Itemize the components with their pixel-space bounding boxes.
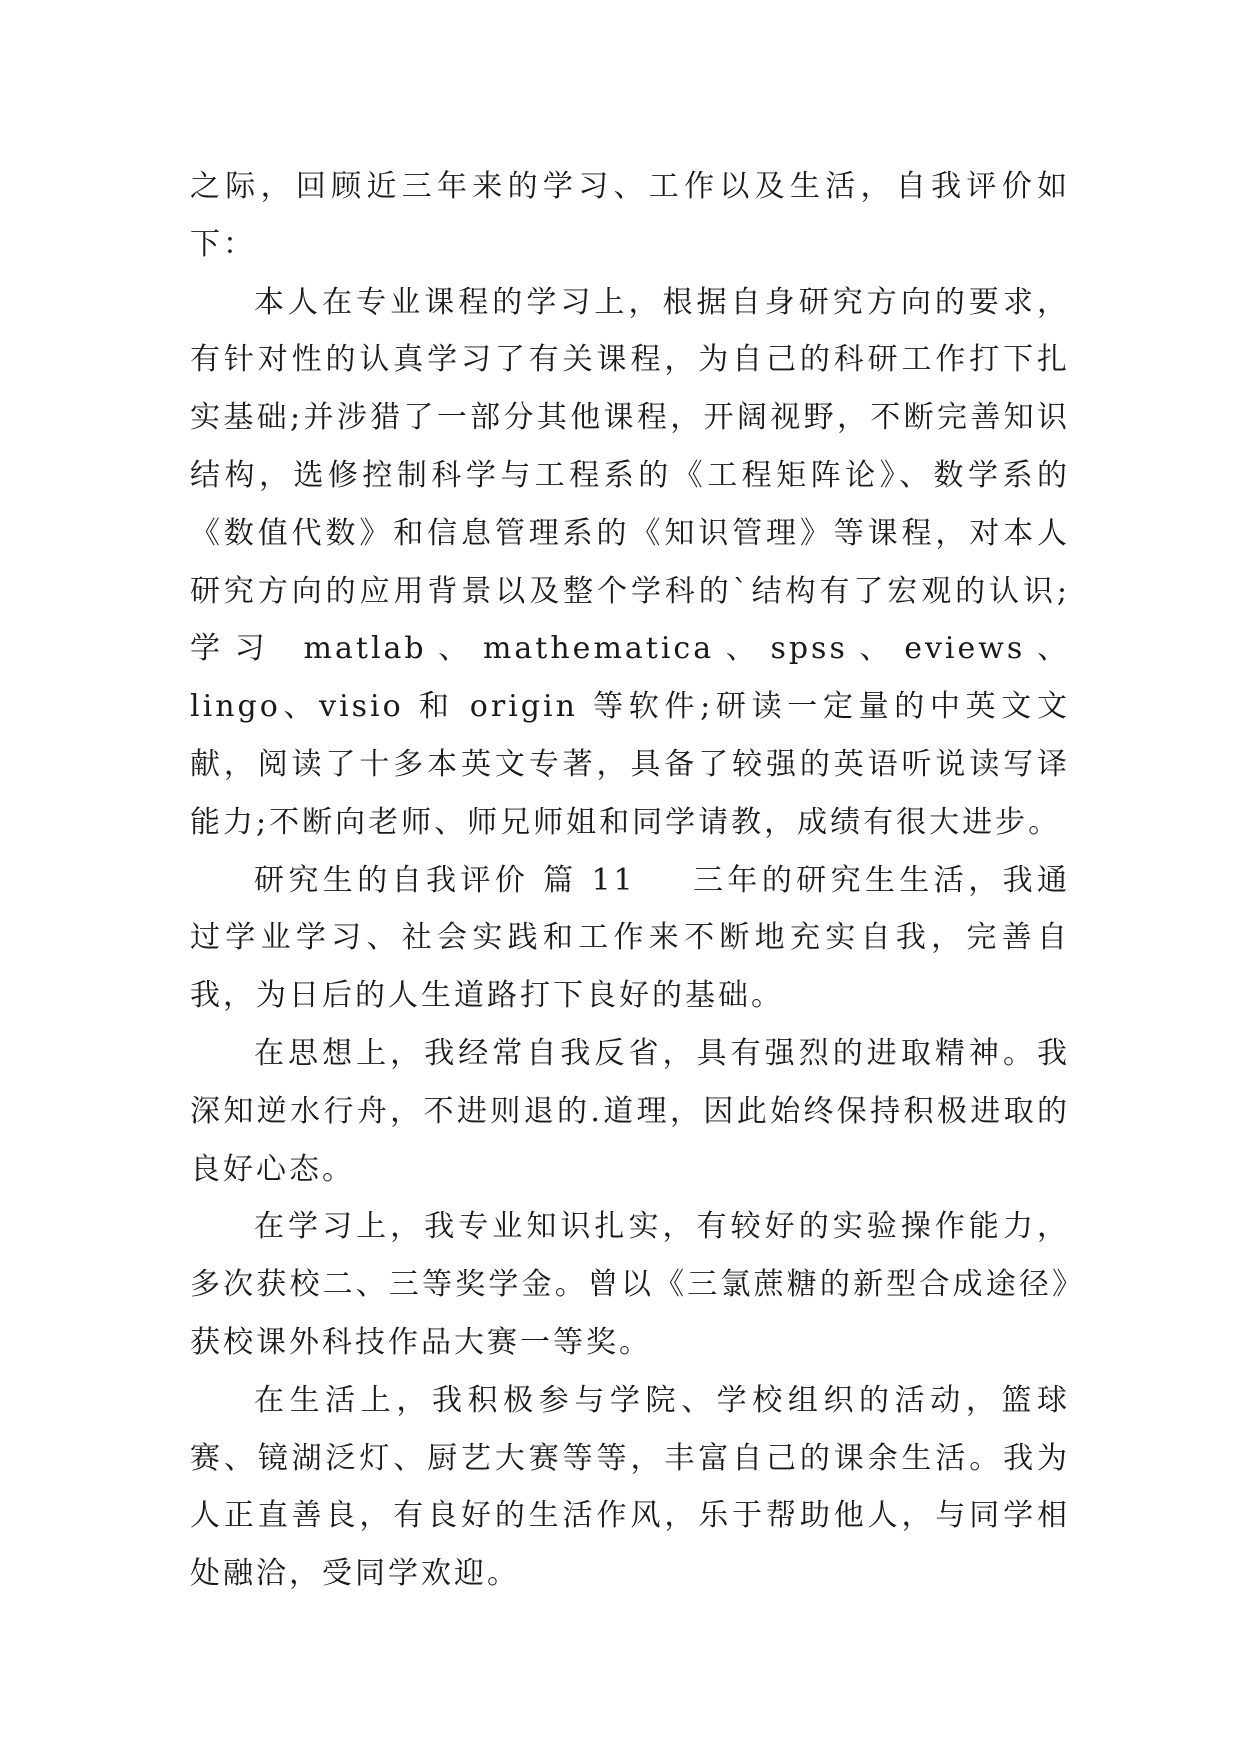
paragraph-study-courses bbox=[190, 274, 1070, 852]
paragraph-learning bbox=[190, 1198, 1070, 1371]
paragraph-life bbox=[190, 1372, 1070, 1603]
paragraph-text: 在学习上，我专业知识扎实，有较好的实验操作能力，多次获校二、三等奖学金。曾以《三氯蔗糖的新型合成途径》获校课外科技作品大赛一等奖。 bbox=[190, 1209, 1070, 1360]
paragraph-section-11 bbox=[190, 852, 1070, 1025]
paragraph-thought bbox=[190, 1025, 1070, 1198]
paragraph-intro bbox=[190, 158, 1070, 274]
section-title: 研究生的自我评价 篇 11 bbox=[254, 862, 636, 898]
paragraph-text: 本人在专业课程的学习上，根据自身研究方向的要求，有针对性的认真学习了有关课程，为自己的科研工作打下扎实基础;并涉猎了一部分其他课程，开阔视野，不断完善知识结构，选修控制科学与工程系的《工程矩阵论》、数学系的《数值代数》和信息管理系的《知识管理》等课程，对本人研究方向的应用背景以及整个学科的`结构有了宏观的认识;学习 matlab、mathematica、spss、eviews、lingo、visio 和 origin 等软件;研读一定量的中英文文献，阅读了十多本英文专著，具备了较强的英语听说读写译能力;不断向老师、师兄师姐和同学请教，成绩有很大进步。 bbox=[190, 284, 1070, 840]
paragraph-text: 在思想上，我经常自我反省，具有强烈的进取精神。我深知逆水行舟，不进则退的.道理，因此始终保持积极进取的良好心态。 bbox=[190, 1035, 1070, 1187]
paragraph-text: 之际，回顾近三年来的学习、工作以及生活，自我评价如下： bbox=[190, 169, 1070, 262]
paragraph-text: 在生活上，我积极参与学院、学校组织的活动，篮球赛、镜湖泛灯、厨艺大赛等等，丰富自己的课余生活。我为人正直善良，有良好的生活作风，乐于帮助他人，与同学相处融洽，受同学欢迎。 bbox=[190, 1382, 1070, 1592]
paragraph-text: 三年的研究生生活，我通过学业学习、社会实践和工作来不断地充实自我，完善自我，为日后的人生道路打下良好的基础。 bbox=[190, 862, 1070, 1014]
document-body bbox=[190, 158, 1070, 1603]
